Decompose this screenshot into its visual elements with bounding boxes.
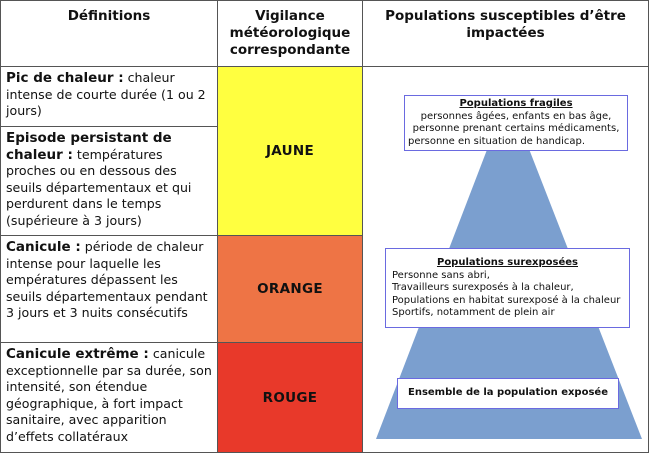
box-line: Personne sans abri, [392, 269, 490, 281]
box-line: personne en situation de handicap. [408, 135, 586, 147]
box-line: Populations en habitat surexposé à la chaleur [392, 294, 621, 306]
box-title: Populations surexposées [436, 257, 578, 268]
vigilance-label: JAUNE [265, 143, 315, 159]
box-line: personnes âgées, enfants en bas âge, [420, 110, 612, 122]
header-label: Populations susceptibles d’être impactées [385, 8, 626, 41]
definition-text: canicule exceptionnelle par sa durée, son intensité, son étendue géographique, à fort impact sanitaire, avec apparition d’effets collatéraux [6, 346, 212, 444]
box-title: Populations fragiles [459, 98, 573, 109]
definition-term: Canicule extrême : [6, 346, 149, 362]
definition-term: Canicule : [6, 239, 81, 255]
header-label: Définitions [67, 8, 151, 24]
box-title: Ensemble de la population exposée [408, 387, 608, 399]
header-label: Vigilance météorologique correspondante [229, 8, 351, 58]
definition-term: Episode persistant de chaleur : [6, 130, 172, 163]
box-populations-surexposees [385, 248, 630, 328]
box-line: personne prenant certains médicaments, [412, 123, 620, 134]
definition-text: chaleur intense de courte durée (1 ou 2 jours) [6, 70, 206, 118]
box-line: Travailleurs surexposés à la chaleur, [392, 282, 574, 293]
definition-term: Pic de chaleur : [6, 70, 124, 86]
box-populations-fragiles [404, 95, 628, 151]
definition-text: températures proches ou en dessous des seuils départementaux et qui perdurent dans le temps (supérieure à 3 jours) [6, 146, 192, 228]
vigilance-label: ROUGE [262, 389, 318, 406]
definition-text: période de chaleur intense pour laquelle les empératures dépassent les seuils départementaux pendant 3 jours et 3 nuits consécutifs [6, 239, 208, 320]
box-ensemble-population [397, 378, 619, 409]
vigilance-label: ORANGE [257, 281, 323, 297]
box-line: Sportifs, notamment de plein air [392, 307, 555, 318]
